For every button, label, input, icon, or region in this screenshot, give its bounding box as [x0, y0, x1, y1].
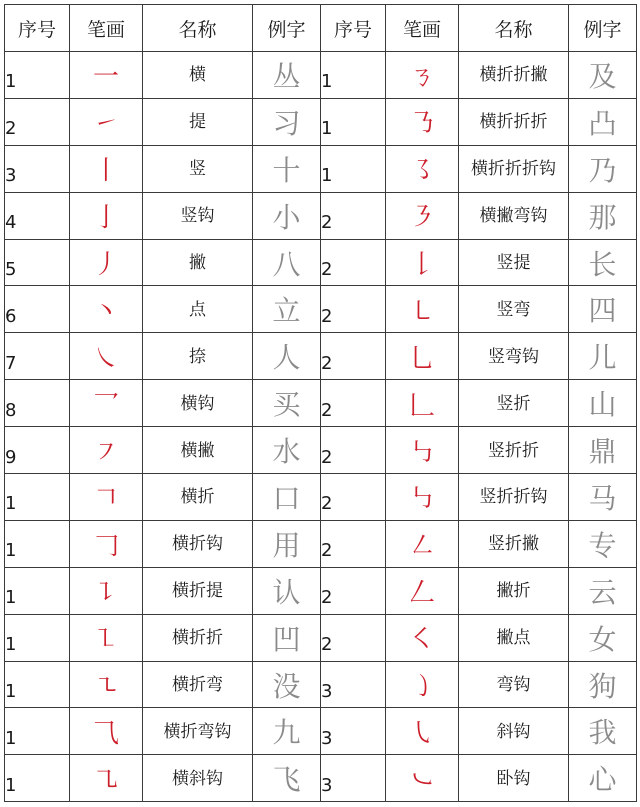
stroke-glyph-right: ㇡: [386, 98, 459, 145]
example-character: 立: [253, 286, 321, 333]
stroke-name-text: 竖提: [496, 253, 531, 273]
row-number: [5, 145, 70, 192]
stroke-name-text: 撇: [189, 253, 206, 273]
stroke-glyph-right: ㇃: [386, 755, 459, 802]
stroke-name-text: 捺: [189, 346, 206, 367]
example-character: 认: [253, 567, 321, 614]
header-number: 序号: [5, 5, 70, 52]
table-row: [5, 755, 637, 802]
example-character-right: 专: [569, 520, 637, 567]
table-row: [5, 98, 637, 145]
row-number-text: 2: [321, 540, 333, 562]
stroke-name-text: 横折折折钩: [471, 159, 556, 180]
stroke-glyph-right: 𠃊: [386, 380, 459, 427]
table-row: [5, 239, 637, 286]
stroke-glyph-right: ㇜: [386, 520, 459, 567]
example-character: 九: [253, 708, 321, 755]
stroke-glyph-right: ㇁: [386, 661, 459, 708]
row-number-right: [321, 333, 386, 380]
row-number-right: [321, 474, 386, 521]
header-row: [5, 5, 637, 52]
table-row: [5, 614, 637, 661]
header-example-right: 例字: [569, 5, 637, 52]
row-number: [5, 98, 70, 145]
row-number-right: [321, 520, 386, 567]
stroke-glyph-right: 乚: [386, 333, 459, 380]
stroke-name-text: 竖折撇: [488, 534, 539, 555]
row-number-right: [321, 286, 386, 333]
example-character: 十: [253, 145, 321, 192]
stroke-name-text: 横撇: [180, 440, 215, 461]
stroke-name-text: 横折折折: [479, 112, 548, 133]
example-character: 八: [253, 239, 321, 286]
row-number-text: 2: [321, 212, 333, 234]
table-row: [5, 333, 637, 380]
row-number: [5, 286, 70, 333]
stroke-name-text: 竖弯: [496, 299, 531, 320]
stroke-glyph: 丨: [70, 145, 143, 192]
stroke-name-text: 横折: [180, 487, 215, 508]
stroke-name-right: [459, 98, 569, 145]
table-row: [5, 52, 637, 99]
row-number-text: 6: [5, 305, 17, 327]
table-row: [5, 567, 637, 614]
example-character: 凹: [253, 614, 321, 661]
stroke-glyph: 丿: [70, 239, 143, 286]
row-number-text: 2: [321, 305, 333, 327]
stroke-name-right: [459, 427, 569, 474]
row-number-text: 3: [5, 165, 17, 187]
stroke-table: [4, 4, 637, 802]
stroke-name-right: [459, 333, 569, 380]
example-character-right: 山: [569, 380, 637, 427]
stroke-name: [143, 474, 253, 521]
example-character: 口: [253, 474, 321, 521]
stroke-glyph: 亅: [70, 192, 143, 239]
row-number-text: 1: [5, 774, 17, 796]
example-character-right: 我: [569, 708, 637, 755]
stroke-name-right: [459, 661, 569, 708]
stroke-glyph: ㇀: [70, 98, 143, 145]
stroke-name-text: 横折提: [172, 581, 223, 602]
row-number-text: 2: [321, 352, 333, 374]
stroke-name-right: [459, 614, 569, 661]
row-number-text: 2: [321, 399, 333, 421]
header-stroke: 笔画: [70, 5, 143, 52]
table-row: [5, 661, 637, 708]
row-number-right: [321, 145, 386, 192]
stroke-glyph-right: 𠄌: [386, 239, 459, 286]
row-number-text: 1: [5, 540, 17, 562]
stroke-name: [143, 661, 253, 708]
stroke-name-right: [459, 52, 569, 99]
stroke-name-text: 横折钩: [172, 534, 223, 555]
stroke-name-text: 横撇弯钩: [479, 206, 548, 227]
row-number-text: 3: [321, 727, 333, 749]
row-number-right: [321, 239, 386, 286]
example-character-right: 凸: [569, 98, 637, 145]
stroke-name-text: 点: [189, 299, 206, 320]
stroke-glyph-right: ㇉: [386, 427, 459, 474]
row-number-right: [321, 192, 386, 239]
stroke-glyph-right: 𠃋: [386, 567, 459, 614]
stroke-name: [143, 708, 253, 755]
stroke-name-text: 横斜钩: [172, 768, 223, 789]
row-number: [5, 192, 70, 239]
stroke-name: [143, 145, 253, 192]
stroke-name-text: 竖钩: [180, 206, 215, 227]
stroke-name-right: [459, 567, 569, 614]
stroke-name-text: 横折折: [172, 628, 223, 649]
stroke-name-text: 提: [189, 112, 206, 133]
example-character-right: 四: [569, 286, 637, 333]
table-row: [5, 145, 637, 192]
row-number-right: [321, 52, 386, 99]
stroke-glyph: 𠃍: [70, 474, 143, 521]
stroke-name-right: [459, 192, 569, 239]
stroke-name: [143, 567, 253, 614]
stroke-glyph-right: ㇋: [386, 192, 459, 239]
stroke-glyph: ㇇: [70, 427, 143, 474]
header-number-right: 序号: [321, 5, 386, 52]
row-number-text: 9: [5, 446, 17, 468]
example-character-right: 云: [569, 567, 637, 614]
stroke-glyph: ㇈: [70, 755, 143, 802]
stroke-name-text: 竖: [189, 159, 206, 180]
stroke-name-right: [459, 380, 569, 427]
example-character-right: 乃: [569, 145, 637, 192]
example-character: 习: [253, 98, 321, 145]
stroke-name-right: [459, 145, 569, 192]
example-character: 小: [253, 192, 321, 239]
stroke-name-text: 卧钩: [496, 768, 531, 789]
stroke-name: [143, 98, 253, 145]
header-stroke-right: 笔画: [386, 5, 459, 52]
row-number: [5, 239, 70, 286]
row-number: [5, 474, 70, 521]
example-character: 丛: [253, 52, 321, 99]
row-number: [5, 52, 70, 99]
stroke-glyph-right: ㇌: [386, 145, 459, 192]
row-number-text: 3: [321, 681, 333, 703]
table-row: [5, 380, 637, 427]
header-name: 名称: [143, 5, 253, 52]
row-number: [5, 567, 70, 614]
table-row: [5, 192, 637, 239]
stroke-name-text: 撇折: [496, 581, 531, 602]
example-character-right: 长: [569, 239, 637, 286]
example-character: 没: [253, 661, 321, 708]
stroke-name-text: 横钩: [180, 393, 215, 414]
stroke-name-right: [459, 755, 569, 802]
row-number-text: 1: [5, 681, 17, 703]
example-character-right: 及: [569, 52, 637, 99]
row-number: [5, 708, 70, 755]
row-number-text: 4: [5, 212, 17, 234]
stroke-name: [143, 192, 253, 239]
row-number-text: 2: [321, 634, 333, 656]
table-row: [5, 520, 637, 567]
stroke-name-text: 撇点: [496, 628, 531, 649]
example-character: 买: [253, 380, 321, 427]
stroke-name-text: 弯钩: [496, 675, 531, 696]
row-number: [5, 661, 70, 708]
row-number-right: [321, 380, 386, 427]
row-number-text: 1: [321, 71, 333, 93]
stroke-name-right: [459, 708, 569, 755]
row-number-right: [321, 614, 386, 661]
stroke-glyph: ㇏: [70, 333, 143, 380]
stroke-table-sheet: [4, 4, 636, 802]
stroke-name-text: 竖折折钩: [479, 487, 548, 508]
stroke-name-text: 竖折: [496, 393, 531, 414]
stroke-name-text: 横折弯钩: [163, 721, 232, 742]
table-row: [5, 474, 637, 521]
row-number-text: 1: [5, 71, 17, 93]
stroke-name: [143, 52, 253, 99]
example-character: 水: [253, 427, 321, 474]
example-character: 人: [253, 333, 321, 380]
stroke-name: [143, 614, 253, 661]
row-number-text: 2: [321, 587, 333, 609]
example-character: 飞: [253, 755, 321, 802]
row-number-right: [321, 661, 386, 708]
row-number-text: 1: [5, 634, 17, 656]
stroke-glyph: ㇅: [70, 614, 143, 661]
stroke-name-text: 横折折撇: [479, 65, 548, 86]
stroke-name-text: 横: [189, 65, 206, 86]
row-number-text: 5: [5, 259, 17, 280]
row-number-right: [321, 708, 386, 755]
stroke-name-right: [459, 520, 569, 567]
row-number: [5, 755, 70, 802]
row-number-right: [321, 98, 386, 145]
stroke-glyph-right: ㄋ: [386, 52, 459, 99]
stroke-glyph-right: ㇉: [386, 474, 459, 521]
stroke-name: [143, 286, 253, 333]
row-number: [5, 427, 70, 474]
row-number-text: 2: [321, 259, 333, 280]
row-number-text: 3: [321, 774, 333, 796]
stroke-glyph: 乛: [70, 380, 143, 427]
row-number-text: 7: [5, 352, 17, 374]
stroke-glyph-right: ㇂: [386, 708, 459, 755]
example-character-right: 心: [569, 755, 637, 802]
stroke-glyph: ㇊: [70, 567, 143, 614]
header-name-right: 名称: [459, 5, 569, 52]
table-row: [5, 427, 637, 474]
row-number-text: 2: [5, 118, 17, 140]
row-number: [5, 614, 70, 661]
row-number-text: 1: [321, 118, 333, 140]
stroke-name-right: [459, 474, 569, 521]
row-number: [5, 333, 70, 380]
example-character-right: 马: [569, 474, 637, 521]
stroke-name: [143, 520, 253, 567]
row-number-right: [321, 427, 386, 474]
row-number-text: 1: [5, 493, 17, 515]
row-number-text: 1: [321, 165, 333, 187]
stroke-glyph: 𠃌: [70, 520, 143, 567]
stroke-name-text: 竖折折: [488, 440, 539, 461]
row-number-text: 1: [5, 727, 17, 749]
header-example: 例字: [253, 5, 321, 52]
stroke-name: [143, 755, 253, 802]
stroke-name: [143, 333, 253, 380]
row-number: [5, 380, 70, 427]
stroke-name-text: 斜钩: [496, 721, 531, 742]
stroke-glyph: ㇍: [70, 661, 143, 708]
stroke-glyph-right: ㇛: [386, 614, 459, 661]
example-character: 用: [253, 520, 321, 567]
row-number-text: 1: [5, 587, 17, 609]
stroke-glyph-right: ㇄: [386, 286, 459, 333]
example-character-right: 女: [569, 614, 637, 661]
row-number-text: 2: [321, 493, 333, 515]
stroke-name-text: 竖弯钩: [488, 346, 539, 367]
table-row: [5, 708, 637, 755]
row-number-right: [321, 755, 386, 802]
stroke-glyph: 丶: [70, 286, 143, 333]
row-number-right: [321, 567, 386, 614]
stroke-name-text: 横折弯: [172, 675, 223, 696]
example-character-right: 那: [569, 192, 637, 239]
row-number-text: 8: [5, 399, 17, 421]
example-character-right: 狗: [569, 661, 637, 708]
stroke-name-right: [459, 239, 569, 286]
row-number-text: 2: [321, 446, 333, 468]
table-row: [5, 286, 637, 333]
stroke-name: [143, 380, 253, 427]
stroke-name-right: [459, 286, 569, 333]
stroke-glyph: 一: [70, 52, 143, 99]
row-number: [5, 520, 70, 567]
example-character-right: 儿: [569, 333, 637, 380]
stroke-name: [143, 427, 253, 474]
stroke-glyph: ⺄: [70, 708, 143, 755]
stroke-name: [143, 239, 253, 286]
example-character-right: 鼎: [569, 427, 637, 474]
